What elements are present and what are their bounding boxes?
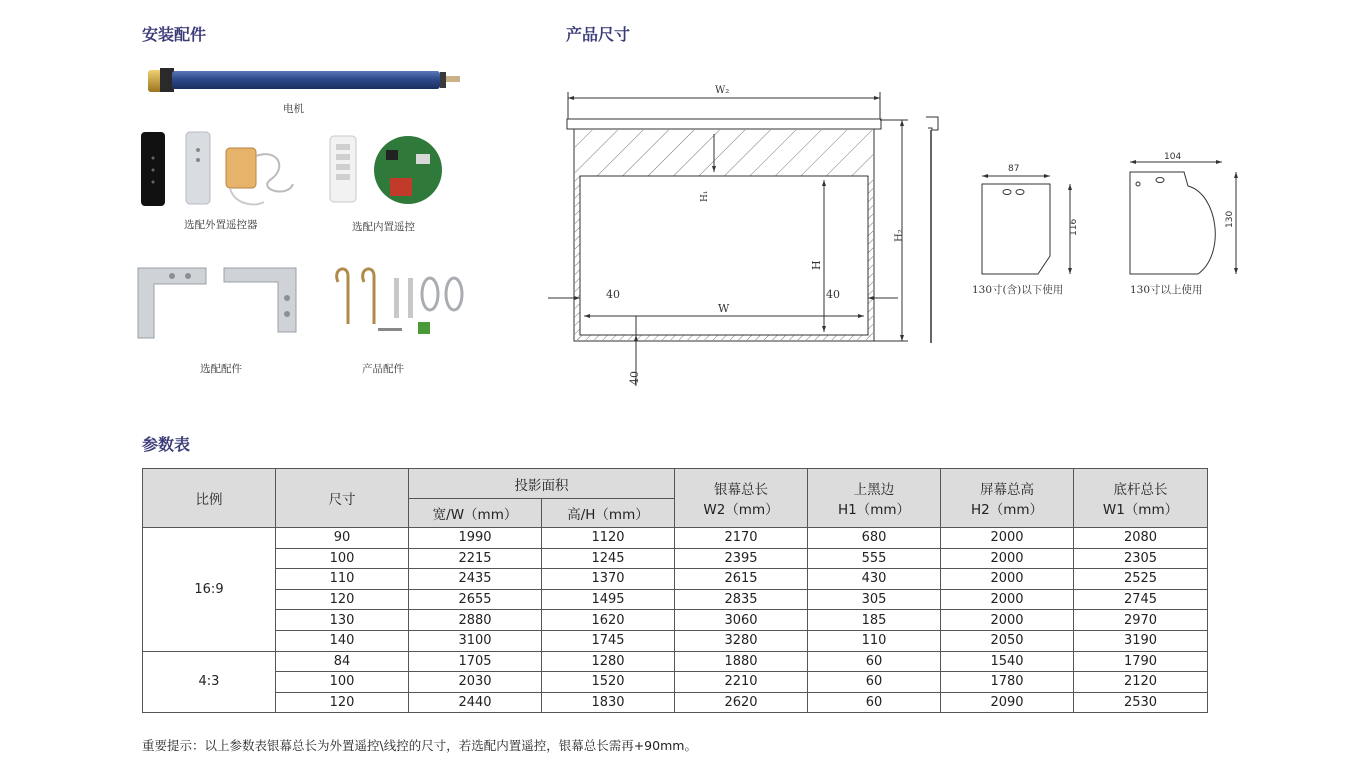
external-remote-caption: 选配外置遥控器 xyxy=(184,219,258,231)
table-cell: 2120 xyxy=(1074,672,1208,693)
params-title: 参数表 xyxy=(142,435,191,454)
ratio-cell: 16:9 xyxy=(143,528,276,652)
product-parts-caption: 产品配件 xyxy=(362,363,404,375)
table-cell: 2090 xyxy=(941,692,1074,713)
table-cell: 3190 xyxy=(1074,630,1208,651)
table-cell: 2615 xyxy=(675,569,808,590)
profile-small-diagram xyxy=(972,158,1082,282)
table-cell: 1745 xyxy=(542,630,675,651)
table-cell: 3060 xyxy=(675,610,808,631)
profile-large-height: 130 xyxy=(1225,210,1235,228)
table-cell: 90 xyxy=(276,528,409,549)
table-cell: 130 xyxy=(276,610,409,631)
table-cell: 60 xyxy=(808,692,941,713)
header-w2: 银幕总长 W2（mm） xyxy=(675,469,808,528)
table-row xyxy=(143,630,1208,651)
table-row xyxy=(143,528,1208,549)
internal-remote-image xyxy=(326,128,446,212)
table-cell: 1620 xyxy=(542,610,675,631)
table-cell: 100 xyxy=(276,548,409,569)
h1-label: H₁ xyxy=(700,190,710,202)
external-remote-image xyxy=(138,128,298,212)
accessories-title: 安装配件 xyxy=(142,25,207,44)
table-cell: 2030 xyxy=(409,672,542,693)
table-cell: 120 xyxy=(276,692,409,713)
table-cell: 1495 xyxy=(542,589,675,610)
table-cell: 2000 xyxy=(941,610,1074,631)
table-cell: 430 xyxy=(808,569,941,590)
table-cell: 60 xyxy=(808,672,941,693)
header-width: 宽/W（mm） xyxy=(409,499,542,528)
table-cell: 2170 xyxy=(675,528,808,549)
h2-label: H₂ xyxy=(894,229,905,242)
table-cell: 100 xyxy=(276,672,409,693)
table-cell: 1830 xyxy=(542,692,675,713)
header-ratio: 比例 xyxy=(143,469,276,528)
w-label: W xyxy=(718,302,730,315)
margin-40-right: 40 xyxy=(826,288,840,301)
table-cell: 2215 xyxy=(409,548,542,569)
table-row xyxy=(143,610,1208,631)
table-cell: 120 xyxy=(276,589,409,610)
spec-table xyxy=(142,468,1208,713)
w2-label: W₂ xyxy=(715,85,730,96)
table-cell: 2000 xyxy=(941,569,1074,590)
table-cell: 1280 xyxy=(542,651,675,672)
header-h2: 屏幕总高 H2（mm） xyxy=(941,469,1074,528)
table-row xyxy=(143,589,1208,610)
table-cell: 3280 xyxy=(675,630,808,651)
dimensions-title: 产品尺寸 xyxy=(566,25,631,44)
table-cell: 185 xyxy=(808,610,941,631)
profile-small-height: 116 xyxy=(1069,218,1079,236)
table-cell: 1120 xyxy=(542,528,675,549)
margin-40-bottom: 40 xyxy=(628,371,641,385)
margin-40-left: 40 xyxy=(606,288,620,301)
table-row xyxy=(143,672,1208,693)
product-parts-image xyxy=(328,264,468,344)
table-cell: 2530 xyxy=(1074,692,1208,713)
table-cell: 2080 xyxy=(1074,528,1208,549)
optional-parts-image xyxy=(132,262,302,344)
table-row xyxy=(143,548,1208,569)
table-cell: 2835 xyxy=(675,589,808,610)
internal-remote-caption: 选配内置遥控 xyxy=(352,221,415,233)
table-cell: 1245 xyxy=(542,548,675,569)
motor-image xyxy=(140,62,470,96)
table-cell: 1705 xyxy=(409,651,542,672)
table-row xyxy=(143,692,1208,713)
table-cell: 60 xyxy=(808,651,941,672)
table-cell: 2210 xyxy=(675,672,808,693)
table-cell: 2880 xyxy=(409,610,542,631)
table-cell: 2395 xyxy=(675,548,808,569)
table-cell: 110 xyxy=(276,569,409,590)
table-cell: 305 xyxy=(808,589,941,610)
table-cell: 1370 xyxy=(542,569,675,590)
screen-dimension-diagram xyxy=(540,80,960,390)
table-cell: 1880 xyxy=(675,651,808,672)
table-cell: 1780 xyxy=(941,672,1074,693)
table-cell: 140 xyxy=(276,630,409,651)
table-cell: 680 xyxy=(808,528,941,549)
header-size: 尺寸 xyxy=(276,469,409,528)
table-cell: 2970 xyxy=(1074,610,1208,631)
table-row xyxy=(143,651,1208,672)
profile-large-caption: 130寸以上使用 xyxy=(1130,284,1203,296)
table-cell: 2000 xyxy=(941,528,1074,549)
table-cell: 1540 xyxy=(941,651,1074,672)
table-row xyxy=(143,569,1208,590)
motor-caption: 电机 xyxy=(283,103,304,115)
profile-large-diagram xyxy=(1122,150,1252,282)
table-cell: 555 xyxy=(808,548,941,569)
table-cell: 2050 xyxy=(941,630,1074,651)
table-cell: 84 xyxy=(276,651,409,672)
table-cell: 1790 xyxy=(1074,651,1208,672)
table-cell: 1520 xyxy=(542,672,675,693)
table-cell: 2745 xyxy=(1074,589,1208,610)
header-projection-area: 投影面积 xyxy=(409,469,675,499)
optional-parts-caption: 选配配件 xyxy=(200,363,242,375)
table-cell: 3100 xyxy=(409,630,542,651)
profile-large-width: 104 xyxy=(1164,152,1182,162)
table-cell: 2440 xyxy=(409,692,542,713)
table-cell: 110 xyxy=(808,630,941,651)
table-cell: 2620 xyxy=(675,692,808,713)
header-w1: 底杆总长 W1（mm） xyxy=(1074,469,1208,528)
table-cell: 2435 xyxy=(409,569,542,590)
table-cell: 2525 xyxy=(1074,569,1208,590)
profile-small-caption: 130寸(含)以下使用 xyxy=(972,284,1064,296)
important-note: 重要提示：以上参数表银幕总长为外置遥控\线控的尺寸，若选配内置遥控，银幕总长需再+90mm。 xyxy=(142,738,697,753)
profile-small-width: 87 xyxy=(1008,164,1020,174)
header-height: 高/H（mm） xyxy=(542,499,675,528)
header-h1: 上黑边 H1（mm） xyxy=(808,469,941,528)
h-label: H xyxy=(810,260,823,270)
ratio-cell: 4:3 xyxy=(143,651,276,713)
table-cell: 2305 xyxy=(1074,548,1208,569)
table-cell: 2655 xyxy=(409,589,542,610)
table-cell: 1990 xyxy=(409,528,542,549)
table-cell: 2000 xyxy=(941,589,1074,610)
table-cell: 2000 xyxy=(941,548,1074,569)
